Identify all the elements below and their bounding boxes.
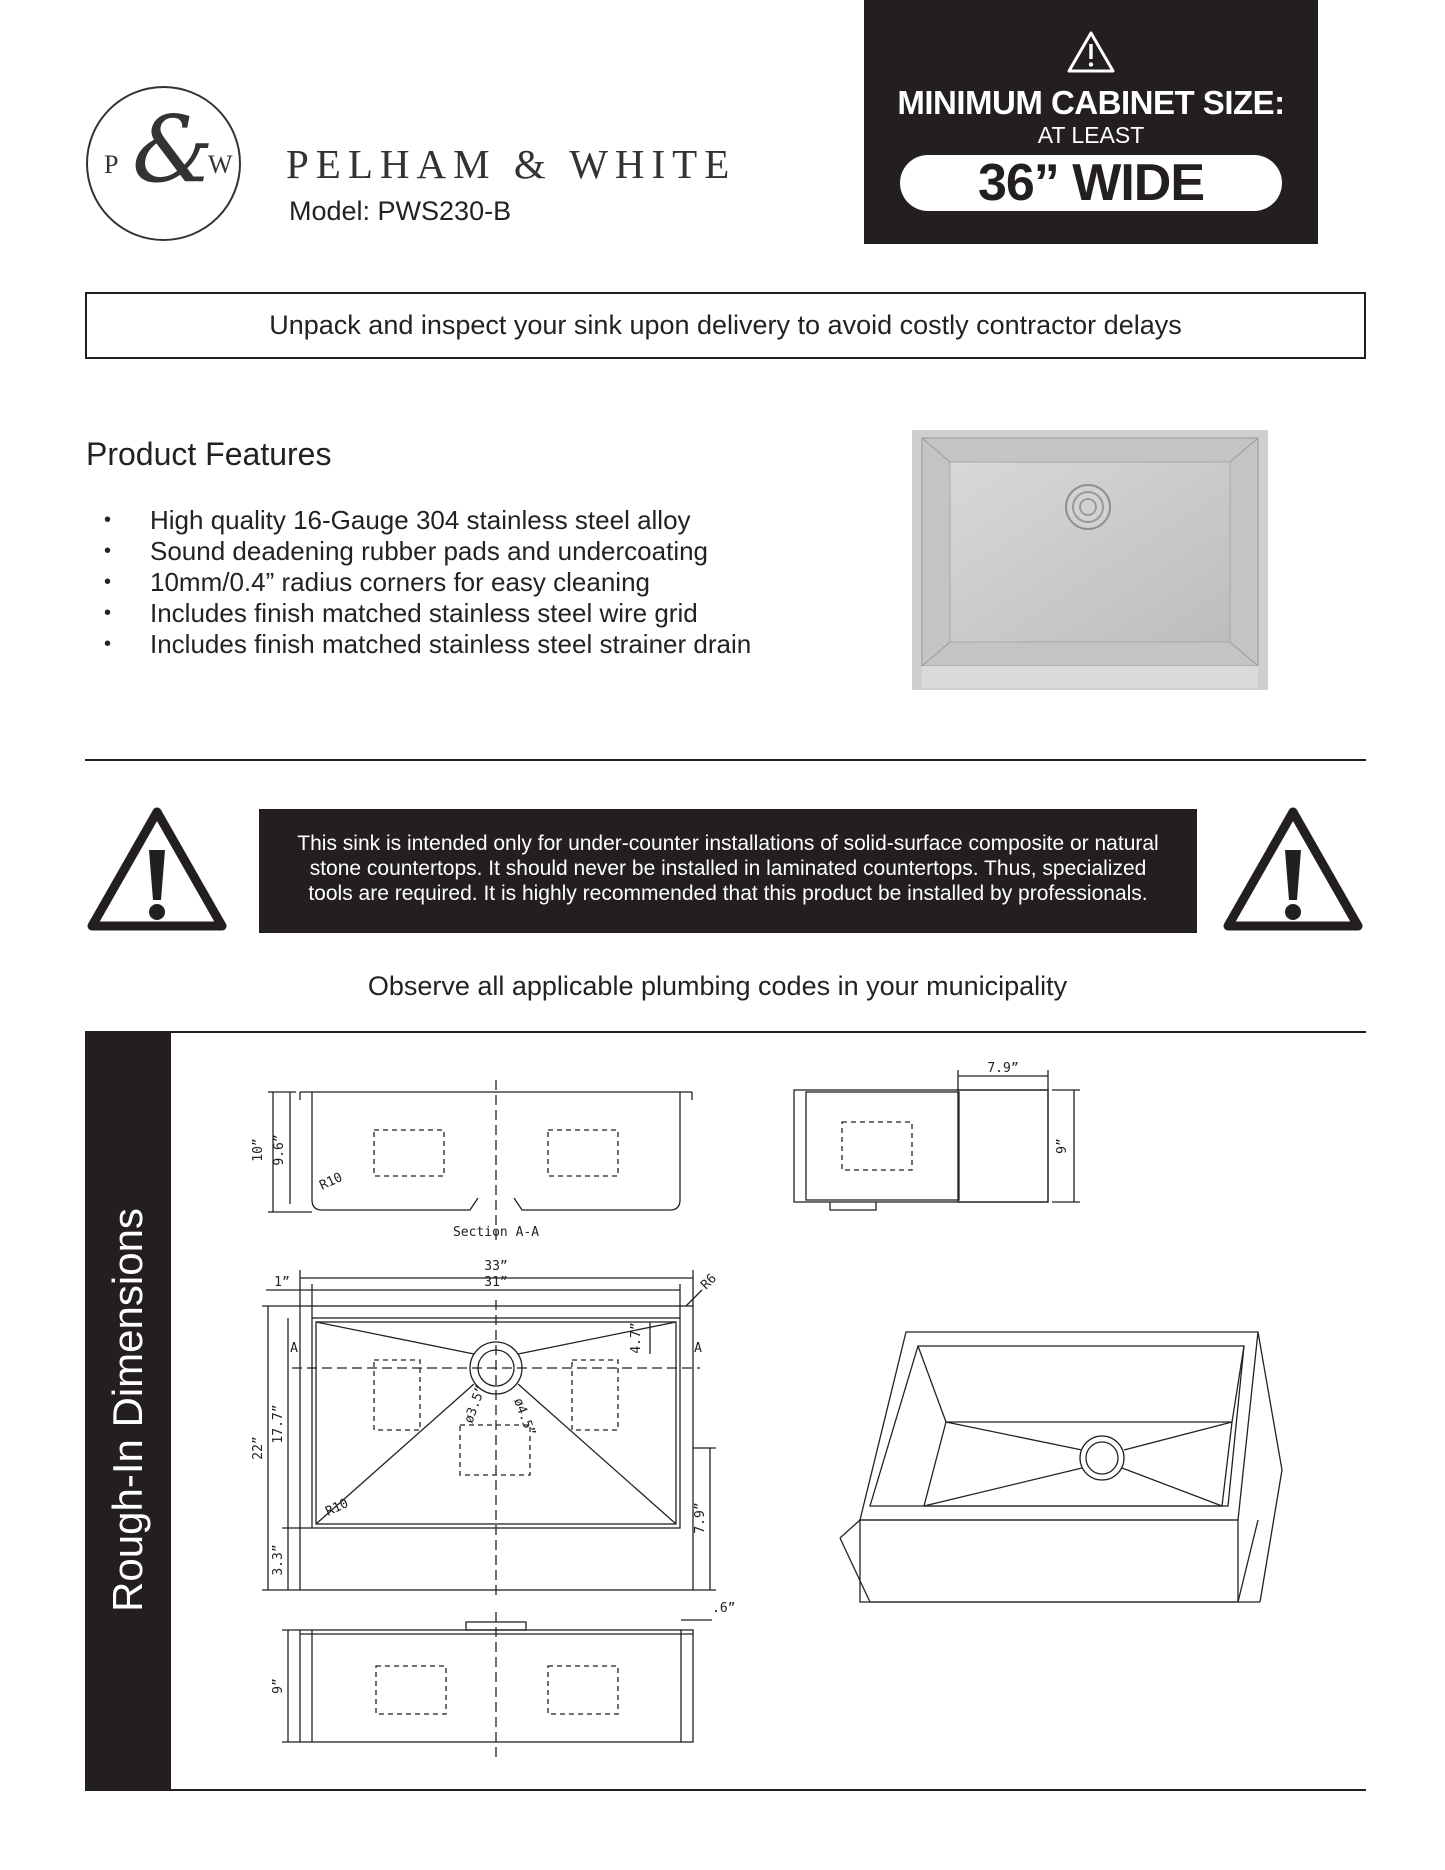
divider <box>85 1789 1366 1791</box>
section-marker: A <box>290 1341 298 1356</box>
features-title: Product Features <box>86 436 332 472</box>
dim-label: 9” <box>271 1678 286 1694</box>
dim-label: 3.3” <box>271 1544 286 1576</box>
list-item: • Includes finish matched stainless steel strainer drain <box>104 629 751 660</box>
list-item: • 10mm/0.4” radius corners for easy cleaning <box>104 567 751 598</box>
inspection-notice: Unpack and inspect your sink upon delivery to avoid costly contractor delays <box>85 292 1366 359</box>
dim-label: R10 <box>323 1496 351 1520</box>
list-item: • Includes finish matched stainless steel wire grid <box>104 598 751 629</box>
warning-line: stone countertops. It should never be installed in laminated countertops. Thus, specialized <box>309 857 1147 880</box>
top-view <box>262 1270 716 1600</box>
brand-name: PELHAM & WHITE <box>286 141 737 187</box>
dim-label: 1” <box>274 1275 290 1290</box>
cabinet-title: MINIMUM CABINET SIZE: <box>897 84 1285 121</box>
front-view <box>282 1612 712 1760</box>
rough-in-title: Rough-In Dimensions <box>104 1208 151 1612</box>
section-label: Section A-A <box>452 1225 540 1240</box>
dim-label: 7.9” <box>987 1061 1019 1076</box>
list-item: • High quality 16-Gauge 304 stainless steel alloy <box>104 505 751 536</box>
isometric-view <box>840 1332 1282 1602</box>
dim-label: 7.9” <box>693 1502 708 1534</box>
cabinet-size-value: 36” WIDE <box>900 155 1282 211</box>
logo-letter-w: W <box>208 150 233 179</box>
dim-label: 9” <box>1055 1138 1070 1154</box>
side-view <box>794 1070 1080 1210</box>
model-number: Model: PWS230-B <box>289 196 512 226</box>
warning-line: tools are required. It is highly recommended that this product be installed by professionals. <box>308 882 1148 905</box>
warning-line: This sink is intended only for under-counter installations of solid-surface composite or natural <box>297 832 1159 855</box>
dim-label: 31” <box>484 1275 508 1290</box>
plumbing-note: Observe all applicable plumbing codes in your municipality <box>367 971 1068 1001</box>
list-item: • Sound deadening rubber pads and undercoating <box>104 536 751 567</box>
dim-label: 33” <box>484 1259 508 1274</box>
dim-label: R10 <box>317 1170 345 1194</box>
logo-ampersand: & <box>132 96 214 203</box>
logo-letter-p: P <box>104 150 119 179</box>
dim-label: 9.6” <box>272 1134 287 1166</box>
dim-label: 17.7” <box>271 1404 286 1444</box>
dim-label: ø3.5” <box>461 1383 490 1426</box>
section-marker: A <box>694 1341 702 1356</box>
dim-label: 10” <box>251 1138 266 1162</box>
dim-label: ø4.5” <box>510 1396 538 1439</box>
section-view <box>268 1080 692 1240</box>
dim-label: R6 <box>698 1271 720 1293</box>
dim-label: 22” <box>251 1436 266 1460</box>
dim-label: 4.7” <box>629 1322 644 1354</box>
cabinet-subtitle: AT LEAST <box>1037 122 1145 148</box>
dim-label: .6” <box>712 1601 736 1616</box>
